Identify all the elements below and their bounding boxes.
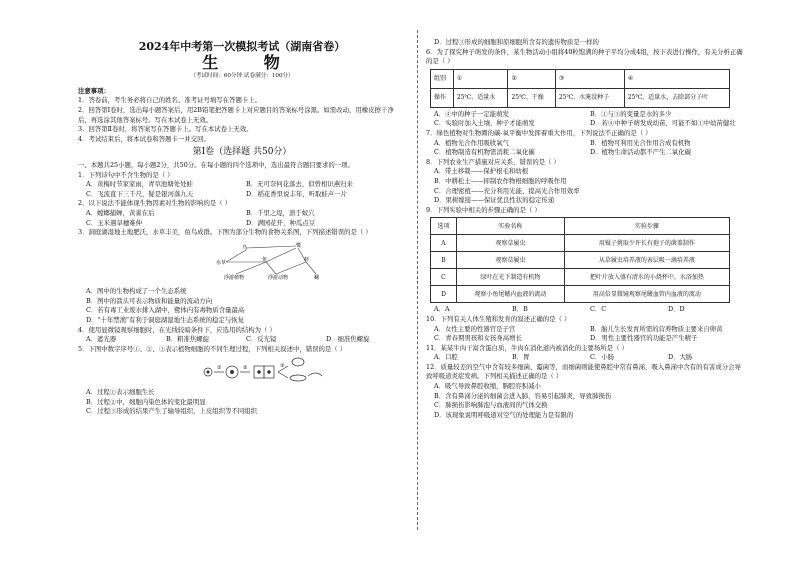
option[interactable]: A．过程①表示细胞生长 bbox=[86, 388, 155, 397]
table-row bbox=[431, 286, 730, 303]
question-6-stem: 6．为了探究种子萌发的条件，某生物活动小组将40粒饱满的种子平均分成4组，按下表进行操作，有关分析正确的是（ ） bbox=[426, 47, 743, 66]
experiment-steps-table bbox=[430, 217, 730, 303]
fig1-label: 虾 bbox=[304, 256, 310, 263]
table-cell: 组别 bbox=[431, 69, 454, 88]
option[interactable]: D．若④中种子萌发成幼苗，可能不如①中幼苗健壮 bbox=[590, 119, 736, 128]
option[interactable]: D．植物生命活动都不产生二氧化碳 bbox=[590, 148, 691, 157]
fig1-label: 水草 bbox=[216, 259, 227, 266]
table-cell: ④ bbox=[624, 69, 729, 88]
table-cell: 25℃、适量水 bbox=[453, 88, 508, 107]
option[interactable]: D．"十年禁渔"有利于洞庭湖湿地生态系统的稳定与恢复 bbox=[86, 316, 244, 325]
table-cell: A bbox=[431, 235, 457, 252]
fig1-label: 浮游植物 bbox=[224, 274, 245, 281]
notes-item: 4．考试结束后，将本试卷和答题卡一并交回。 bbox=[78, 134, 210, 143]
table-cell: 25℃、干燥 bbox=[508, 88, 555, 107]
option[interactable]: D．细准焦螺旋 bbox=[326, 335, 370, 344]
exam-title: 2024年中考第一次模拟考试（湖南省卷） bbox=[138, 40, 346, 53]
subject-title: 生 物 bbox=[202, 52, 300, 72]
option[interactable]: A．遮光器 bbox=[86, 335, 117, 344]
option[interactable]: B．中耕松土——抑制农作物根细胞的呼吸作用 bbox=[434, 176, 567, 185]
option[interactable]: B．无可奈何花落去，似曾相识燕归来 bbox=[246, 180, 353, 189]
option[interactable]: C．若有毒工业废水排入湖中，鹭体内有毒物质含量最高 bbox=[86, 306, 245, 315]
question-10-stem: 10．下列有关人体生殖和发育的叙述正确的是（ ） bbox=[426, 314, 571, 323]
option[interactable]: C．肺损伤影响肺泡与血液间的气体交换 bbox=[434, 401, 548, 410]
question-3 bbox=[78, 228, 406, 326]
option[interactable]: A．吸气导致鼻腔收缩，胸腔容积减小 bbox=[434, 382, 541, 391]
part1-intro: 一、本题共25小题，每小题2分，共50分。在每小题的四个选项中，选出最符合题目要求的一项。 bbox=[78, 160, 354, 169]
option[interactable]: C．玉米遇旱穗难伸 bbox=[86, 218, 143, 227]
option[interactable]: C．C bbox=[590, 305, 607, 314]
question-9-stem: 9．下列实验中相关的步骤正确的是（ ） bbox=[426, 205, 541, 214]
option[interactable]: A．口腔 bbox=[434, 353, 458, 362]
option[interactable]: D．大肠 bbox=[668, 353, 693, 362]
question-5 bbox=[78, 345, 406, 417]
fig2-label: ① bbox=[217, 365, 222, 372]
option[interactable]: B．植物可利用光合作用合成有机物 bbox=[590, 138, 691, 147]
option[interactable]: B．粗准焦螺旋 bbox=[166, 335, 210, 344]
question-stem: 4．使用显微镜观察细胞时，在光线较暗条件下，应选用的结构为（ ） bbox=[78, 325, 276, 334]
option[interactable]: C．青春期男孩和女孩身高增长 bbox=[434, 334, 522, 343]
table-cell: ① bbox=[453, 69, 508, 88]
table-cell: 绿叶在光下制造有机物 bbox=[456, 269, 564, 286]
table-header: 实验名称 bbox=[456, 218, 564, 235]
option[interactable]: A．图中的生物构成了一个生态系统 bbox=[86, 287, 187, 296]
table-cell: 用高倍显微镜观察尾鳍血管内血液的流动 bbox=[564, 286, 729, 303]
table-row bbox=[431, 69, 730, 88]
exam-meta: （考试时间：60分钟 试卷满分：100分） bbox=[190, 73, 294, 80]
option[interactable]: D．果树嫁接——保证优良性状的稳定传递 bbox=[434, 196, 555, 205]
option[interactable]: B．①与③的变量是水的多少 bbox=[590, 109, 672, 118]
part1-title: 第Ⅰ卷（选择题 共50分） bbox=[192, 147, 292, 158]
table-row bbox=[431, 252, 730, 269]
table-header: 实验步骤 bbox=[564, 218, 729, 235]
fig1-label: 鸟 bbox=[242, 244, 248, 251]
option[interactable]: D．满园花开，种瓜点豆 bbox=[246, 218, 316, 227]
table-cell: B bbox=[431, 252, 457, 269]
fig1-label: 鱼 bbox=[262, 256, 268, 263]
question-stem: 2．以下说法不能体现生物因素对生物的影响的是（ ） bbox=[78, 199, 232, 208]
option[interactable]: D．男性主要性器官的功能是产生精子 bbox=[590, 334, 698, 343]
option[interactable]: D．稻花香里说丰年，听取蛙声一片 bbox=[246, 189, 347, 198]
option[interactable]: C．植物制造有机物需消耗二氧化碳 bbox=[434, 148, 535, 157]
fig1-label: 鹭 bbox=[296, 242, 302, 249]
table-cell: 观察小鱼尾鳍内血液的流动 bbox=[456, 286, 564, 303]
question-12-stem: 12．质量较差的空气中含有较多细菌、霉菌等，而细菌则能使鼻腔中常有鼻涕，吸入鼻涕中含有的有害成分会导致呼吸道炎症发病。下列相关描述正确的是（ ） bbox=[426, 362, 741, 381]
table-cell: ② bbox=[508, 69, 555, 88]
option[interactable]: A．A bbox=[434, 305, 450, 314]
table-row bbox=[431, 88, 730, 107]
left-column bbox=[78, 32, 406, 417]
option[interactable]: B．胎儿生长发育所需的营养物质主要来自卵黄 bbox=[590, 324, 723, 333]
option[interactable]: D．D bbox=[668, 305, 685, 314]
question-1 bbox=[78, 171, 406, 200]
table-cell: 观察草履虫 bbox=[456, 252, 564, 269]
option[interactable]: A．螳螂捕蝉，黄雀在后 bbox=[86, 208, 155, 217]
option[interactable]: C．飞流直下三千尺，疑是银河落九天 bbox=[86, 189, 194, 198]
food-web-figure bbox=[206, 240, 356, 282]
question-11-stem: 11．某某牛肉干富含蛋白质，牛肉在消化道内被消化的主要场所是（ ） bbox=[426, 343, 628, 352]
option[interactable]: A．④中的种子一定能萌发 bbox=[434, 109, 509, 118]
option[interactable]: C．过程③形成的结果产生了输导组织，上皮组织等不同组织 bbox=[86, 407, 258, 416]
fig2-label: ② bbox=[243, 365, 248, 372]
option[interactable]: A．黄梅时节家家雨，青草池塘处处蛙 bbox=[86, 180, 193, 189]
option[interactable]: B．B bbox=[512, 305, 528, 314]
option[interactable]: B．千里之堤，溃于蚁穴 bbox=[246, 208, 315, 217]
notes-item: 2．回答第Ⅰ卷时，选出每小题答案后，用2B铅笔把答题卡上对应题目的答案标号涂黑。如需改动，用橡皮擦干净后，再选涂其他答案标号。写在本试卷上无效。 bbox=[78, 105, 394, 124]
option[interactable]: B．含有鼻涕分泌的细菌会进入肺，容易引起肺炎，导致肺损伤 bbox=[434, 391, 612, 400]
notes-heading: 注意事项： bbox=[78, 86, 110, 95]
option[interactable]: A．女性主要的性器官是子宫 bbox=[434, 324, 516, 333]
table-cell: 用镊子挑取少许长有孢子的菌盖制作 bbox=[564, 235, 729, 252]
question-stem: 3．洞庭湖湿地土地肥沃，水草丰美，鱼鸟成群。下图为部分生物的食物关系图，下列描述错误的是（ ） bbox=[78, 228, 372, 237]
table-cell: ③ bbox=[555, 69, 624, 88]
option[interactable]: C．小肠 bbox=[590, 353, 615, 362]
fig1-label: 浮游动物 bbox=[268, 274, 289, 281]
question-2 bbox=[78, 199, 406, 228]
cell-process-figure bbox=[198, 356, 368, 382]
table-row bbox=[431, 269, 730, 286]
option[interactable]: D．过程③形成的细胞和原细胞所含有的遗传物质是一样的 bbox=[434, 38, 599, 46]
notes-item: 3．回答第Ⅱ卷时，将答案写在答题卡上。写在本试卷上无效。 bbox=[78, 125, 253, 134]
table-cell: D bbox=[431, 286, 457, 303]
option[interactable]: D．该现象说明呼吸道对空气的处理能力是有限的 bbox=[434, 410, 574, 419]
notes-item: 1．答卷前，考生务必将自己的姓名、准考证号填写在答题卡上。 bbox=[78, 96, 262, 105]
table-cell: 观察草履虫 bbox=[456, 235, 564, 252]
question-stem: 1．下列诗句中不含生物的是（ ） bbox=[78, 170, 174, 179]
option[interactable]: C．反光镜 bbox=[246, 335, 277, 344]
option[interactable]: B．胃 bbox=[512, 353, 530, 362]
option[interactable]: A．植物光合作用吸收氧气 bbox=[434, 138, 509, 147]
question-4 bbox=[78, 326, 406, 345]
right-column bbox=[426, 38, 746, 420]
table-cell: 从草履虫培养液的表层吸一滴培养液 bbox=[564, 252, 729, 269]
option[interactable]: B．过程②中，细胞内染色体的变化最明显 bbox=[86, 397, 206, 406]
fig1-label: 螺 bbox=[314, 274, 320, 281]
question-stem: 5．下图中数字序号①、②、③表示植物细胞的不同生理过程，下列相关叙述中，错误的是（ ） bbox=[78, 344, 347, 353]
option[interactable]: B．图中的箭头可表示物质和能量的流动方向 bbox=[86, 296, 213, 305]
table-cell: 把叶片放入盛有清水的小烧杯中，水浴加热 bbox=[564, 269, 729, 286]
table-cell: C bbox=[431, 269, 457, 286]
fig2-label: ③ bbox=[280, 363, 285, 370]
table-cell: 25℃、适量水、去除部分子叶 bbox=[624, 88, 729, 107]
seed-experiment-table bbox=[430, 69, 730, 108]
table-cell: 操作 bbox=[431, 88, 454, 107]
table-row bbox=[431, 218, 730, 235]
column-divider bbox=[417, 30, 418, 530]
table-row bbox=[431, 235, 730, 252]
table-header: 选项 bbox=[431, 218, 457, 235]
question-7-stem: 7．绿色植物对生物圈的碳-氧平衡中发挥着重大作用，下列说法不正确的是（ ） bbox=[426, 128, 652, 137]
table-cell: 25℃、水淹没种子 bbox=[555, 88, 624, 107]
option[interactable]: C．实验时加入土壤，种子才能萌发 bbox=[434, 119, 535, 128]
option[interactable]: A．带土移栽——保护根毛和幼根 bbox=[434, 167, 529, 176]
question-8-stem: 8．下列农业生产措施对应关系，错误的是（ ） bbox=[426, 157, 560, 166]
option[interactable]: C．合理密植——充分利用光能，提高光合作用效率 bbox=[434, 186, 580, 195]
